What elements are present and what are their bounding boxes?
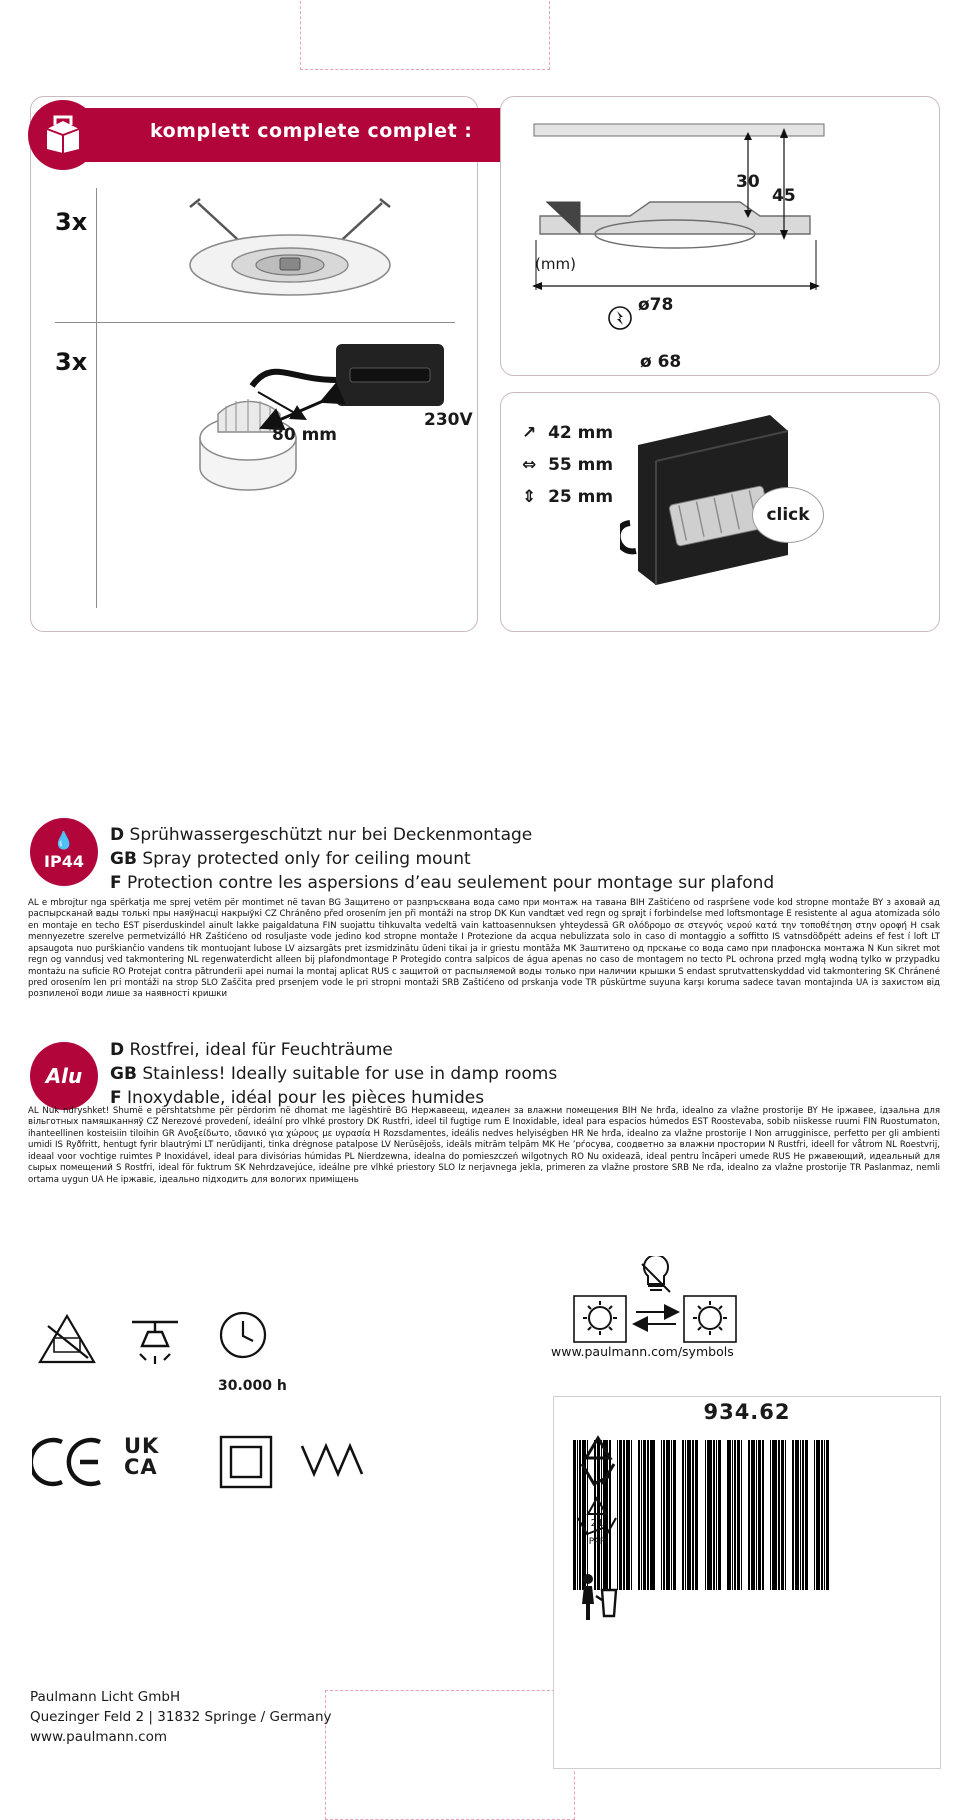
material-code-icon (572, 1496, 622, 1548)
insulated-surface-suitable-icon (300, 1440, 364, 1482)
water-drops-icon: 💧 (53, 831, 75, 851)
scope-vertical-rule (96, 188, 97, 608)
alu-multilingual-fineprint: AL Nuk ndryshket! Shumë e përshtatshme për përdorim në dhomat me lagështirë BG Нержавеещ, идеален за влажни помещения BIH Ne hrđa, idealno za vlažne prostorije BY Не іржавее, ідэальна для вільготных памяшканняў CZ Nerezové provedení, ideální pro vlhké prostory DK Rustfri, ideel til fugtige rum E Inoxidable, ideal para espacios húmedos EST Roostevaba, sobib niiskesse ruumi FIN Ruostumaton, ihanteellinen kosteisiin tiloihin GR Ανοξείδωτο, ιδανικό για χώρους με υγρασία H Rozsdamentes, ideális nedves helyiségben HR Ne hrđa, idealno za vlažne prostorije I Non arrugginisce, perfetto per gli ambienti umidi IS Ryðfritt, hentugt fyrir blautrými LT nerūdijanti, tinka drėgnose patalpose LV Nerūsējošs, ideāls mitrām telpām MK Не ’рѓосува, соодветно за влажни простории N Rustfri, ideell for våtrom NL Roestvrij, ideaal voor vochtige ruimtes P Inoxidável, ideal para divisórias húmidas PL Nierdzewna, idealna do pomieszczeń wilgotnych RO Nu oxidează, ideal pentru încăperi umede RUS Не ржавеющий, идеальный для сырых помещений S Rostfri, ideal för fuktrum SK Nehrdzavejúce, ideálne pre vlhké priestory SLO Iz nerjavnega jekla, primeren za vlažne prostore SRB Ne rđa, idealno za vlažne prostorije TR Paslanmaz, nemli ortama uygun UA Не іржавіє, ідеально підходить для вологих приміщень (28, 1106, 940, 1185)
scope-item-qty-1: 3x (55, 208, 88, 236)
alu-label: Alu (45, 1064, 83, 1088)
ip44-badge (30, 818, 98, 886)
voltage-label: 230V (424, 410, 473, 430)
spec-diagonal: ↗ 42 mm (522, 423, 614, 443)
dimmable-exchange-icon (566, 1256, 744, 1348)
cutout-diameter-value: ø 68 (640, 352, 682, 372)
ce-mark-icon (32, 1436, 104, 1488)
scope-title: komplett complete complet : (150, 120, 473, 142)
footer (30, 1688, 332, 1748)
open-box-icon (28, 100, 98, 170)
ceiling-mount-icon (126, 1310, 184, 1368)
alu-text-block (110, 1038, 870, 1110)
crop-mark-top (300, 0, 550, 70)
svg-text:PAP: PAP (588, 1537, 606, 1547)
ip44-label: IP44 (44, 852, 84, 871)
alu-line-gb: GB Stainless! Ideally suitable for use in damp rooms (110, 1064, 558, 1085)
svg-text:21: 21 (590, 1518, 604, 1529)
click-bubble: click (752, 487, 824, 543)
mobius-loop-icon (570, 1432, 626, 1488)
alu-badge (30, 1042, 98, 1110)
class-ii-double-insulation-icon (218, 1434, 274, 1490)
outer-diameter-value: ø78 (638, 295, 674, 315)
ip44-text-block (110, 823, 870, 895)
ukca-mark-icon: UK CA (124, 1434, 160, 1480)
depth-value: 30 (736, 172, 760, 192)
keep-area-tidy-icon (572, 1570, 620, 1626)
recessed-ring-with-springs-icon (170, 195, 410, 305)
horizontal-arrow-icon: ⇔ (522, 455, 543, 475)
ip44-line-de: D Sprühwassergeschützt nur bei Deckenmontage (110, 825, 533, 845)
scope-divider (55, 322, 455, 323)
crop-mark-bottom (325, 1690, 575, 1820)
lifetime-clock-icon (218, 1310, 268, 1360)
symbols-url[interactable]: www.paulmann.com/symbols (551, 1344, 734, 1359)
ip44-line-fr: F Protection contre les aspersions d’eau seulement pour montage sur plafond (110, 873, 775, 894)
unit-label: (mm) (535, 255, 576, 273)
vertical-arrow-icon: ⇕ (522, 487, 543, 507)
alu-line-de: D Rostfrei, ideal für Feuchträume (110, 1040, 393, 1060)
footer-company: Paulmann Licht GmbH (30, 1689, 181, 1705)
ip44-multilingual-fineprint: AL e mbrojtur nga spërkatja me sprej vetëm për montimet në tavan BG Защитено от разпръсквана вода само при монтаж на тавана BIH Zaštićeno od raspršene vode kod stropne montaže BY з аховай ад распырсканай вады толькі пры наяўнасці накрыўкі CZ Chráněno před orosením jen při montáži na strop DK Kun vandtæt ved regn og sprøjt i forbindelse med loftsmontage E resistente al agua atomizada sólo en montaje en techo EST piserduskindel ainult lakke paigaldatuna FIN suojattu tihkuvalta vedeltä vain kattoasennuksen yhteydessä GR ολόδρομο σε στεγνός νερού κατά την τοποθέτηση στην οροφή H csak mennyezetre szerelve permetvizálló HR Zaštićeno od rosuljaste vode jedino kod stropne montaže I Protezione da acqua nebulizzata solo in caso di montaggio a soffitto IS vatnsdöðpétt adeins ef fest í loft LT apsaugota nuo purškiančio vandens tik montuojant lubose LV aizsargāts pret izsmidzinātu ūdeni tikai ja ir griestu montāža MK Заштитено од прскање со вода само при плафонска монтажа N Kun sikret mot regn og vanndusj ved takmontering NL regenwaterdicht alleen bij plafondmontage P Protegido contra salpicos de água apenas no caso de montagem no tecto PL ochrona przed mgłą wodną tylko w przypadku montażu na suficie RO Protejat contra pătrunderii apei numai la montaj aplicat RUS с защитой от распыляемой воды только при наличии крышки S endast sprutvattenskyddad vid takmontering SK Chránené pred orosením len pri montáži na strop SLO Zaščita pred prsenjem vode le pri stropni montaži SRB Zaštićeno od prskanja vode TR püskürtme suyuna karşı koruma sadece tavan montajında UA із захистом від розпиленої води лише за наявності кришки (28, 898, 940, 1000)
ip44-line-gb: GB Spray protected only for ceiling mount (110, 849, 471, 870)
product-code: 934.62 (703, 1400, 791, 1424)
footer-website[interactable]: www.paulmann.com (30, 1728, 167, 1745)
total-height-value: 45 (772, 186, 796, 206)
alu-line-fr: F Inoxydable, idéal pour les pièces humides (110, 1088, 485, 1109)
scope-item-qty-2: 3x (55, 348, 88, 376)
cross-section-drawing (510, 110, 930, 360)
no-household-waste-icon (36, 1308, 98, 1370)
diagonal-arrow-icon: ↗ (522, 423, 543, 443)
lifetime-label: 30.000 h (218, 1378, 287, 1394)
footer-address: Quezinger Feld 2 | 31832 Springe / Germany (30, 1708, 332, 1725)
spec-height: ⇕ 25 mm (522, 487, 614, 507)
spec-width: ⇔ 55 mm (522, 455, 614, 475)
cable-length-label: 80 mm (272, 425, 338, 445)
